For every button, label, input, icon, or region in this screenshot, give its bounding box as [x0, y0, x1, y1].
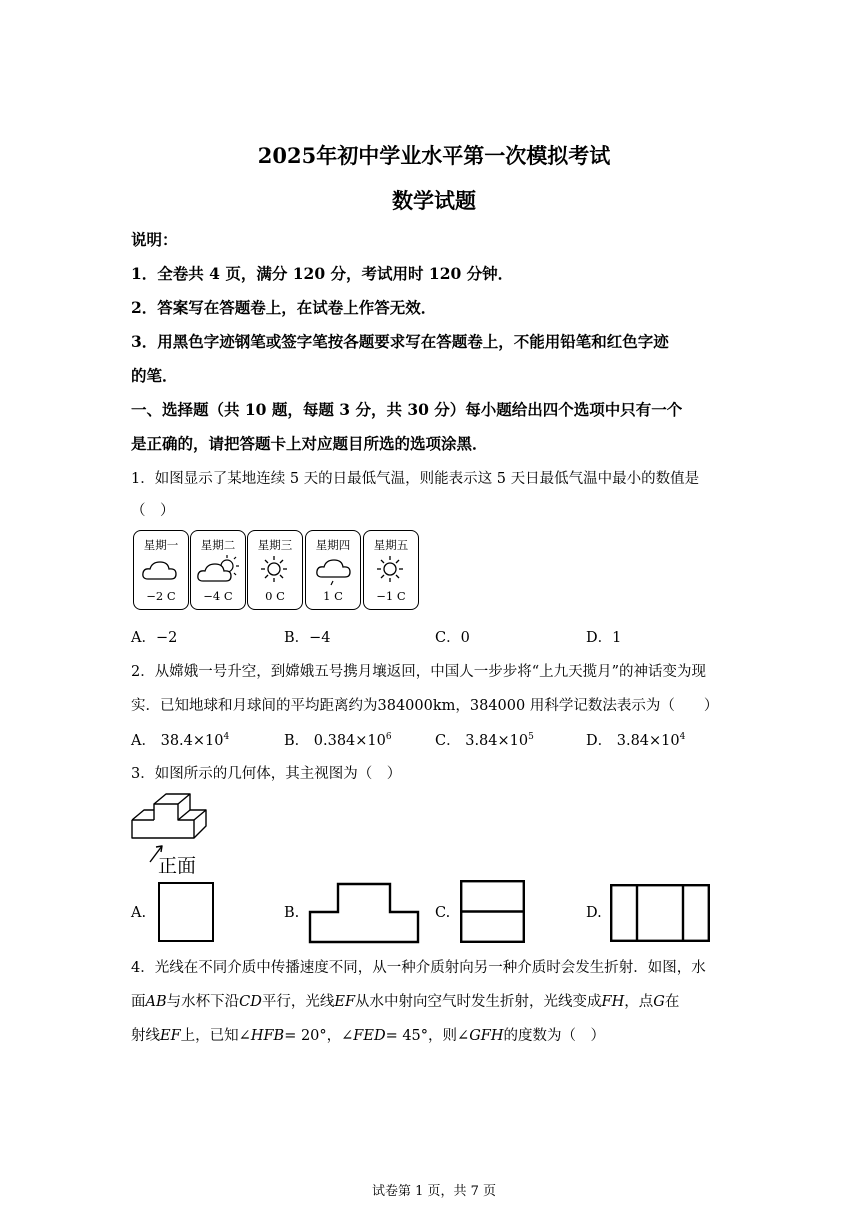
math-var: EF [160, 1028, 181, 1044]
q3-option-c-label[interactable]: C. [435, 905, 451, 921]
instruction-item: 1．全卷共 4 页，满分 120 分，考试用时 120 分钟． [131, 264, 514, 283]
weather-temp: −4 C [203, 589, 233, 603]
q2-option-a[interactable] [131, 729, 229, 750]
question-4-text: 4．光线在不同介质中传播速度不同，从一种介质射向另一种介质时会发生折射．如图，水 [131, 960, 706, 976]
page-footer: 试卷第 1 页，共 7 页 [371, 1184, 497, 1199]
weather-temp: 0 C [265, 589, 285, 603]
weather-day: 星期五 [373, 538, 409, 552]
question-4-text-cont [131, 990, 679, 1011]
question-4-text-cont2 [131, 1024, 605, 1045]
math-var: FED [353, 1028, 386, 1044]
instruction-item: 2．答案写在答题卷上，在试卷上作答无效． [131, 298, 437, 317]
q3-option-a-label[interactable]: A. [131, 905, 147, 921]
weather-day: 星期二 [200, 538, 236, 552]
text-span: 平行，光线 [261, 994, 335, 1010]
section-heading-cont: 是正确的，请把答题卡上对应题目所选的选项涂黑． [131, 434, 488, 453]
option-label: B． [284, 733, 310, 749]
option-label: C． [435, 733, 461, 749]
math-var: EF [334, 994, 356, 1010]
section-heading: 一、选择题（共 10 题，每题 3 分，共 30 分）每小题给出四个选项中只有一个 [131, 400, 683, 419]
math-var: AB [145, 994, 167, 1010]
front-view-label: 正面 [158, 855, 197, 877]
q3-option-b-figure[interactable] [308, 882, 420, 944]
math-var: G [653, 994, 665, 1010]
question-2-text: 2．从嫦娥一号升空，到嫦娥五号携月壤返回，中国人一步步将“上九天揽月”的神话变为现 [131, 664, 707, 680]
q1-option-a[interactable]: A．−2 [131, 630, 178, 646]
text-span: 的度数为（ ） [503, 1028, 605, 1044]
weather-temp: −2 C [146, 589, 176, 603]
cloud-icon [134, 553, 188, 587]
option-label: D． [586, 733, 613, 749]
weather-card [190, 530, 246, 610]
q2-option-b[interactable] [284, 729, 392, 750]
weather-card [247, 530, 303, 610]
text-span: 从水中射向空气时发生折射，光线变成 [355, 994, 602, 1010]
instruction-item: 的笔． [131, 366, 178, 385]
partly-cloudy-icon [191, 553, 245, 587]
weather-day: 星期三 [257, 538, 293, 552]
option-base: 38.4×10 [160, 733, 224, 749]
question-1-paren: （ ） [131, 503, 175, 519]
text-span: 上，已知∠ [180, 1028, 251, 1044]
q3-option-d-label[interactable]: D. [586, 905, 602, 921]
text-span: 在 [664, 994, 680, 1010]
text-span: 面 [131, 994, 146, 1010]
text-span: ，点 [624, 994, 654, 1010]
exam-subtitle: 数学试题 [392, 188, 476, 213]
text-span: = 45°，则∠ [385, 1028, 470, 1044]
option-base: 3.84×10 [616, 733, 680, 749]
text-span: 射线 [131, 1028, 160, 1044]
question-3-text: 3．如图所示的几何体，其主视图为（ ） [131, 766, 402, 782]
question-2-text-cont: 实．已知地球和月球间的平均距离约为384000km，384000 用科学记数法表示为（ ） [131, 698, 719, 714]
q2-option-c[interactable] [435, 729, 534, 750]
weather-card [133, 530, 189, 610]
text-span: 与水杯下沿 [166, 994, 240, 1010]
rain-cloud-icon [306, 553, 360, 587]
math-var: FH [601, 994, 625, 1010]
q2-option-d[interactable] [586, 729, 685, 750]
exam-title: 2025年初中学业水平第一次模拟考试 [257, 143, 611, 168]
math-var: HFB [250, 1028, 285, 1044]
option-base: 0.384×10 [313, 733, 386, 749]
question-1-text: 1．如图显示了某地连续 5 天的日最低气温，则能表示这 5 天日最低气温中最小的数值是 [131, 471, 700, 487]
option-exponent: 4 [223, 732, 230, 743]
option-label: A． [131, 733, 156, 749]
instruction-item: 3．用黑色字迹钢笔或签字笔按各题要求写在答题卷上，不能用铅笔和红色字迹 [131, 332, 669, 351]
option-exponent: 5 [528, 732, 534, 743]
option-exponent: 4 [679, 732, 686, 743]
q3-option-d-figure[interactable] [610, 884, 710, 942]
weather-card [305, 530, 361, 610]
math-var: CD [239, 994, 262, 1010]
q1-option-d[interactable]: D．1 [586, 630, 622, 646]
q1-option-c[interactable]: C．0 [435, 630, 470, 646]
weather-temp: −1 C [376, 589, 406, 603]
option-exponent: 6 [385, 732, 392, 743]
text-span: = 20°，∠ [284, 1028, 354, 1044]
q3-option-c-figure[interactable] [460, 880, 525, 943]
math-var: GFH [469, 1028, 504, 1044]
weather-card [363, 530, 419, 610]
instructions-heading: 说明： [131, 230, 178, 249]
q1-option-b[interactable]: B．−4 [284, 630, 331, 646]
weather-temp: 1 C [323, 589, 343, 603]
q3-option-b-label[interactable]: B. [284, 905, 300, 921]
weather-day: 星期四 [315, 538, 351, 552]
q3-option-a-figure[interactable] [158, 882, 214, 942]
sun-icon [248, 553, 302, 587]
option-base: 3.84×10 [465, 733, 529, 749]
weather-day: 星期一 [143, 538, 179, 552]
sun-icon [364, 553, 418, 587]
